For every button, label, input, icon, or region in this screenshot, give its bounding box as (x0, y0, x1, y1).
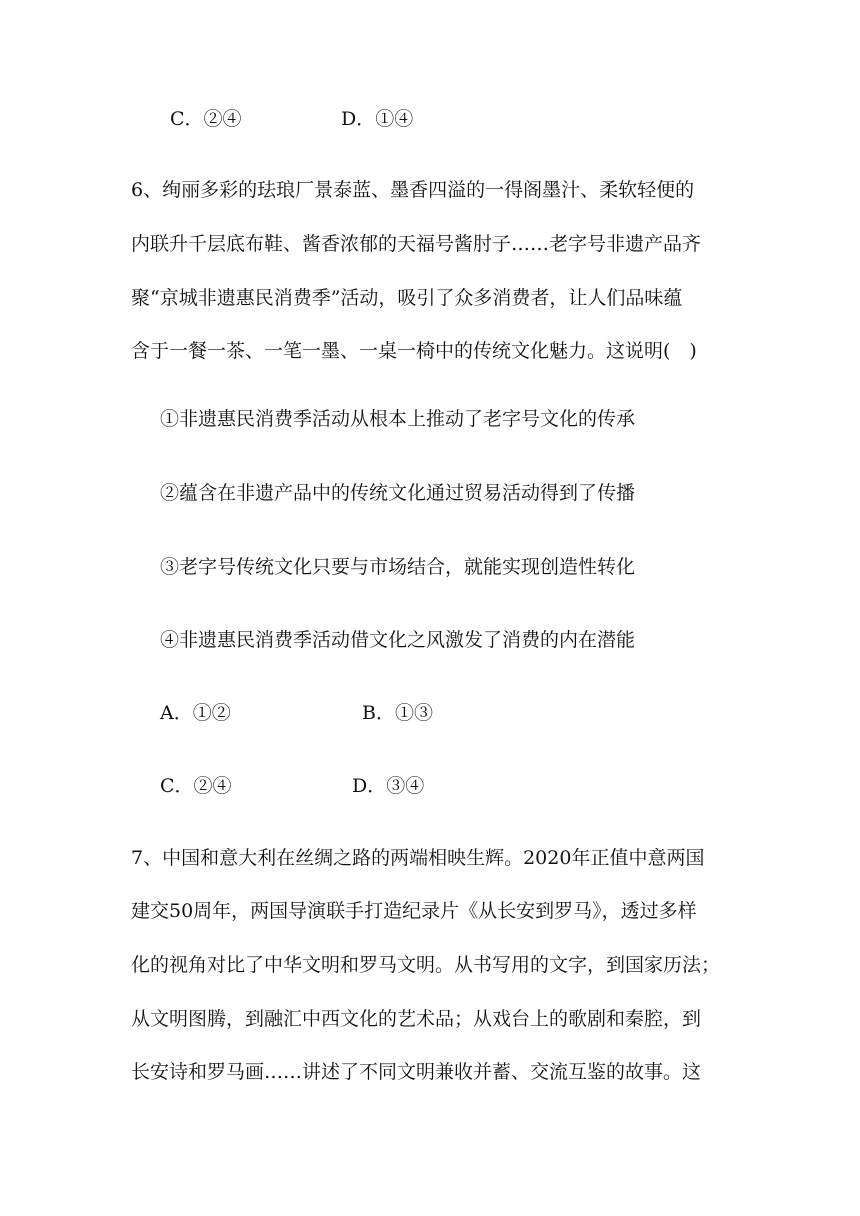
q7-line-3: 化的视角对比了中华文明和罗马文明。从书写用的文字，到国家历法； (131, 954, 721, 976)
q6-option-d: D．③④ (352, 775, 425, 797)
q6-statement-3: ③老字号传统文化只要与市场结合，就能实现创造性转化 (160, 556, 636, 578)
q7-line-2: 建交50周年，两国导演联手打造纪录片《从长安到罗马》，透过多样 (131, 900, 697, 922)
q7-line-5: 长安诗和罗马画……讲述了不同文明兼收并蓄、交流互鉴的故事。这 (131, 1061, 702, 1083)
q6-option-b: B．①③ (362, 702, 433, 724)
prev-option-c: C．②④ (170, 108, 242, 130)
q6-statement-2: ②蕴含在非遗产品中的传统文化通过贸易活动得到了传播 (160, 482, 636, 504)
q6-option-c: C．②④ (160, 775, 232, 797)
q6-statement-4: ④非遗惠民消费季活动借文化之风激发了消费的内在潜能 (160, 629, 636, 651)
q7-line-4: 从文明图腾，到融汇中西文化的艺术品；从戏台上的歌剧和秦腔，到 (131, 1008, 702, 1030)
q6-line-1: 6、绚丽多彩的珐琅厂景泰蓝、墨香四溢的一得阁墨汁、柔软轻便的 (131, 179, 695, 201)
prev-option-d: D．①④ (341, 108, 414, 130)
q6-line-2: 内联升千层底布鞋、酱香浓郁的天福号酱肘子……老字号非遗产品齐 (131, 233, 702, 255)
q6-line-4: 含于一餐一茶、一笔一墨、一桌一椅中的传统文化魅力。这说明( ) (131, 340, 697, 362)
q6-option-a: A．①② (160, 702, 231, 724)
q7-line-1: 7、中国和意大利在丝绸之路的两端相映生辉。2020年正值中意两国 (131, 847, 705, 869)
q6-statement-1: ①非遗惠民消费季活动从根本上推动了老字号文化的传承 (160, 408, 636, 430)
q6-line-3: 聚“京城非遗惠民消费季”活动，吸引了众多消费者，让人们品味蕴 (131, 287, 683, 309)
